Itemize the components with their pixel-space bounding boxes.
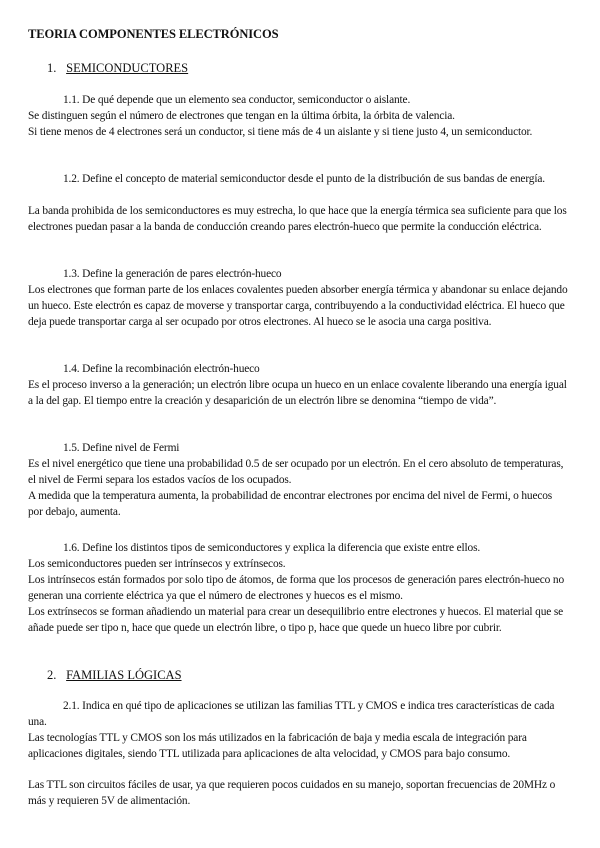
answer-paragraph: Se distinguen según el número de electrones que tengan en la última órbita, la órbita de valencia. xyxy=(28,110,455,122)
section-label: FAMILIAS LÓGICAS xyxy=(66,668,182,682)
section-number: 1. xyxy=(47,61,57,75)
answer-paragraph: A medida que la temperatura aumenta, la probabilidad de encontrar electrones por encima del nivel de Fermi, o huecos por debajo, aumenta. xyxy=(28,490,553,518)
answer-paragraph: Los semiconductores pueden ser intrínsecos y extrínsecos. xyxy=(28,558,286,570)
question-1-2: 1.2. Define el concepto de material semiconductor desde el punto de la distribución de sus bandas de energía. xyxy=(63,173,545,185)
question-1-6: 1.6. Define los distintos tipos de semiconductores y explica la diferencia que existe entre ellos. xyxy=(63,542,481,554)
question-2-1: 2.1. Indica en qué tipo de aplicaciones se utilizan las familias TTL y CMOS e indica tres características de cada una. xyxy=(28,700,555,728)
answer-paragraph: Los extrínsecos se forman añadiendo un material para crear un desequilibrio entre electrones y huecos. El material que se añade puede ser tipo n, hace que quede un electrón libre, o tipo p, hace que quede un hueco libre por cubrir. xyxy=(28,606,564,634)
answer-paragraph: Las TTL son circuitos fáciles de usar, ya que requieren pocos cuidados en su manejo, soportan frecuencias de 20MHz o más y requieren 5V de alimentación. xyxy=(28,779,556,807)
answer-paragraph: Es el nivel energético que tiene una probabilidad 0.5 de ser ocupado por un electrón. En el cero absoluto de temperaturas, el nivel de Fermi separa los estados vacíos de los ocupados. xyxy=(28,458,564,486)
answer-paragraph: Los electrones que forman parte de los enlaces covalentes pueden absorber energía térmica y abandonar su enlace dejando un hueco. Este electrón es capaz de moverse y transportar carga, contribuyendo a la conductividad eléctrica. El hueco que deja puede transportar carga al ser ocupado por otros electrones. Al hueco se le asocia una carga positiva. xyxy=(28,284,568,328)
answer-paragraph: Los intrínsecos están formados por solo tipo de átomos, de forma que los procesos de generación pares electrón-hueco no generan una corriente eléctrica ya que el número de electrones y huecos es el mismo. xyxy=(28,574,565,602)
document-title: TEORIA COMPONENTES ELECTRÓNICOS xyxy=(28,27,279,41)
section-label: SEMICONDUCTORES xyxy=(66,61,189,75)
question-1-4: 1.4. Define la recombinación electrón-hueco xyxy=(63,363,260,375)
section-heading-semiconductores xyxy=(47,61,188,76)
answer-paragraph: Es el proceso inverso a la generación; un electrón libre ocupa un hueco en un enlace covalente liberando una energía igual a la del gap. El tiempo entre la creación y desaparición de un electrón libre se denomina “tiempo de vida”. xyxy=(28,379,567,407)
question-1-1: 1.1. De qué depende que un elemento sea conductor, semiconductor o aislante. xyxy=(63,94,411,106)
question-1-5: 1.5. Define nivel de Fermi xyxy=(63,442,180,454)
answer-paragraph: Si tiene menos de 4 electrones será un conductor, si tiene más de 4 un aislante y si tiene justo 4, un semiconductor. xyxy=(28,126,533,138)
question-1-3: 1.3. Define la generación de pares electrón-hueco xyxy=(63,268,282,280)
answer-paragraph: Las tecnologías TTL y CMOS son los más utilizados en la fabricación de baja y media escala de integración para aplicaciones digitales, siendo TTL utilizada para aplicaciones de alta velocidad, y CMOS para bajo consumo. xyxy=(28,732,527,760)
answer-paragraph: La banda prohibida de los semiconductores es muy estrecha, lo que hace que la energía térmica sea suficiente para que los electrones puedan pasar a la banda de conducción creando pares electrón-hueco que permite la conducción eléctrica. xyxy=(28,205,567,233)
section-heading-familias-logicas xyxy=(47,668,182,683)
section-number: 2. xyxy=(47,668,57,682)
